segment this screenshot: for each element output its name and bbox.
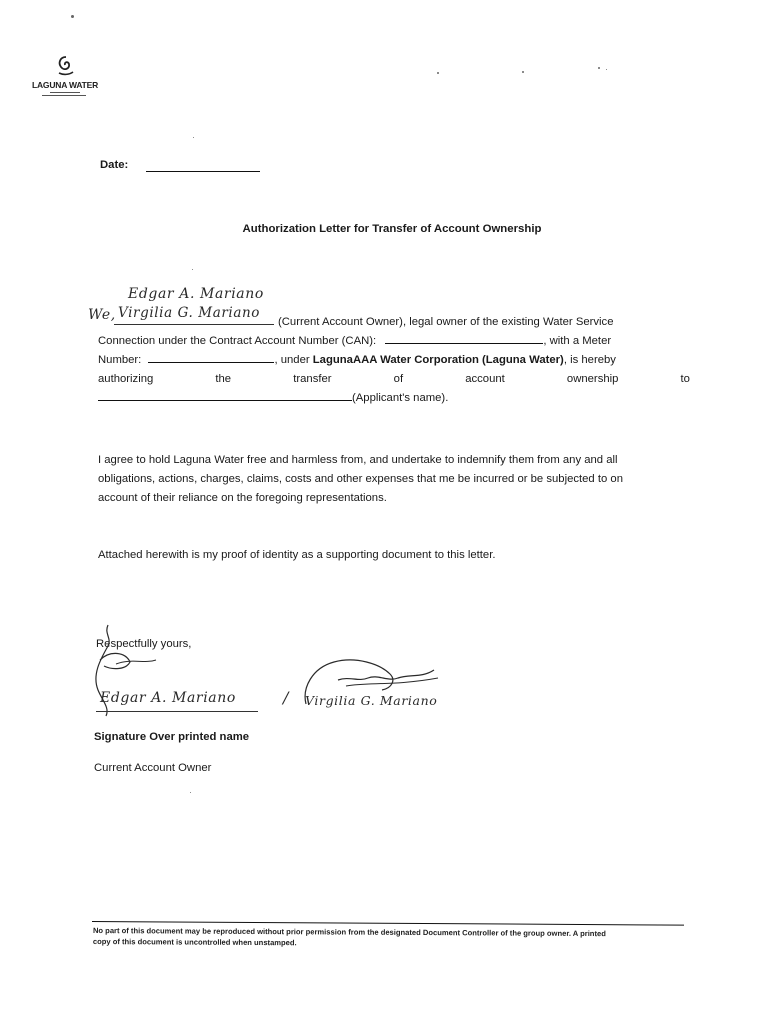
closing-salutation: Respectfully yours,	[96, 638, 192, 650]
signature-caption: Signature Over printed name	[94, 731, 250, 743]
signature-line	[96, 711, 258, 712]
owner-name-blank-line	[114, 324, 274, 325]
proof-of-identity-paragraph: Attached herewith is my proof of identity as a supporting document to this letter.	[98, 549, 496, 561]
paragraph-line: account of their reliance on the foregoing representations.	[98, 492, 387, 504]
footer-line: copy of this document is uncontrolled when unstamped.	[92, 936, 297, 948]
paragraph-line: Connection under the Contract Account Number (CAN): , with a Meter	[98, 332, 690, 351]
paragraph-line: (Applicant's name).	[98, 389, 690, 408]
date-blank-line	[146, 171, 260, 172]
handwritten-signature-name: Virgilia G. Mariano	[305, 693, 438, 708]
logo-tagline-line	[50, 92, 80, 93]
meter-number-blank-line	[148, 351, 274, 363]
indemnity-paragraph	[98, 451, 690, 508]
letter-title: Authorization Letter for Transfer of Account Ownership	[242, 223, 542, 235]
water-swirl-icon	[54, 54, 78, 78]
logo-tagline-line	[42, 95, 86, 96]
handwritten-slash: /	[283, 688, 289, 707]
laguna-water-logo	[28, 54, 112, 104]
current-account-owner-caption: Current Account Owner	[94, 762, 212, 774]
paragraph-line: (Current Account Owner), legal owner of the existing Water Service	[278, 316, 614, 328]
can-blank-line	[385, 332, 543, 344]
handwritten-owner-name: Edgar A. Mariano	[128, 286, 264, 302]
handwritten-we: We,	[88, 307, 116, 323]
handwritten-signature-name: Edgar A. Mariano	[100, 690, 236, 706]
paragraph-line: Number: , under LagunaAAA Water Corporation (Laguna Water), is hereby	[98, 351, 690, 370]
date-label: Date:	[100, 159, 129, 171]
footer-disclaimer	[93, 925, 693, 951]
paragraph-line: obligations, actions, charges, claims, costs and other expenses that me be incurred or be subjected to on	[98, 473, 623, 485]
paragraph-line: I agree to hold Laguna Water free and harmless from, and undertake to indemnify them from any and all	[98, 454, 618, 466]
logo-wordmark: LAGUNA WATER	[32, 80, 99, 90]
handwritten-owner-name: Virgilia G. Mariano	[118, 305, 261, 321]
applicant-name-blank-line	[98, 389, 352, 401]
paragraph-line: authorizing the transfer of account ownership to	[98, 373, 690, 385]
footer-line: No part of this document may be reproduced without prior permission from the designated Document Controller of the group owner. A printed	[92, 926, 606, 939]
